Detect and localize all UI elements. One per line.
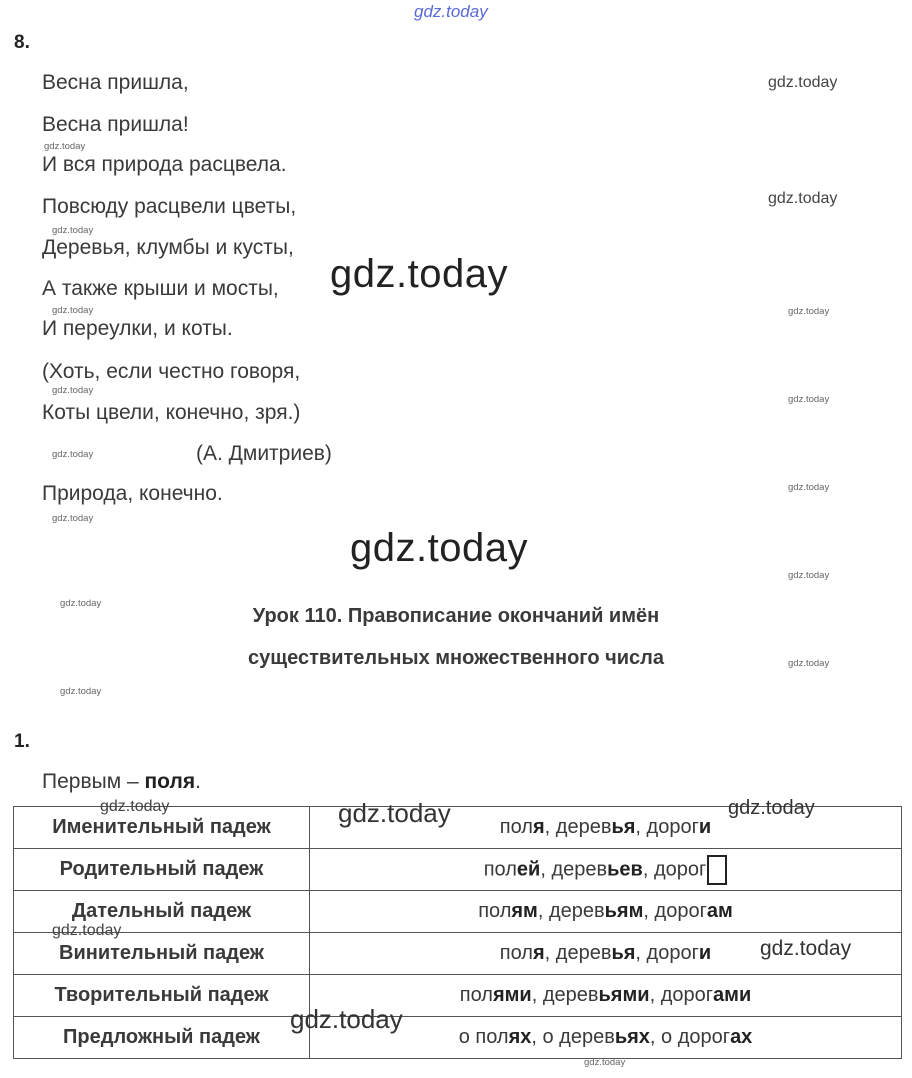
table-row [14,891,902,933]
watermark: gdz.today [338,798,451,828]
case-forms: полей, деревьев, дорог [310,849,902,891]
poem-line: Весна пришла! [42,113,189,136]
watermark: gdz.today [52,449,94,460]
poem-author: (А. Дмитриев) [196,442,332,465]
watermark-large: gdz.today [330,252,508,296]
case-forms: полям, деревьям, дорогам [310,891,902,933]
table-row [14,975,902,1017]
watermark: gdz.today [52,922,122,939]
poem-line: А также крыши и мосты, [42,277,279,300]
watermark: gdz.today [728,797,815,819]
watermark: gdz.today [60,686,102,697]
table-row [14,1017,902,1059]
watermark: gdz.today [52,385,94,396]
watermark: gdz.today [788,658,830,669]
case-name: Дательный падеж [14,891,310,933]
watermark: gdz.today [788,482,830,493]
poem-line: Повсюду расцвели цветы, [42,195,297,218]
case-forms: полями, деревьями, дорогами [310,975,902,1017]
watermark-top: gdz.today [414,2,488,21]
poem-line: И вся природа расцвела. [42,153,287,176]
watermark: gdz.today [52,225,94,236]
watermark: gdz.today [788,570,830,581]
poem-line: Деревья, клумбы и кусты, [42,236,294,259]
poem-line: Коты цвели, конечно, зря.) [42,401,301,424]
table-row [14,849,902,891]
declension-table [13,806,902,1059]
watermark: gdz.today [760,937,852,960]
watermark: gdz.today [60,598,102,609]
watermark: gdz.today [788,306,830,317]
watermark: gdz.today [768,74,838,91]
lesson-title-line2: существительных множественного числа [248,647,664,669]
watermark: gdz.today [290,1004,403,1034]
case-name: Именительный падеж [14,807,310,849]
empty-ending-box [707,855,727,885]
poem-line: Весна пришла, [42,71,189,94]
exercise-8-answer: Природа, конечно. [42,482,223,505]
watermark: gdz.today [52,513,94,524]
watermark: gdz.today [44,141,86,152]
poem-line: И переулки, и коты. [42,317,233,340]
case-forms: поля, деревья, дороги [310,933,902,975]
case-forms: поля, деревья, дороги [310,807,902,849]
watermark: gdz.today [768,190,838,207]
lesson-title-line1: Урок 110. Правописание окончаний имён [252,605,660,627]
watermark: gdz.today [584,1057,626,1068]
watermark: gdz.today [100,798,170,815]
exercise-8-number: 8. [14,32,30,53]
case-name: Творительный падеж [14,975,310,1017]
watermark: gdz.today [52,305,94,316]
case-forms: о полях, о деревьях, о дорогах [310,1017,902,1059]
watermark-large: gdz.today [350,526,528,570]
poem-line: (Хоть, если честно говоря, [42,360,301,383]
case-name: Винительный падеж [14,933,310,975]
watermark: gdz.today [788,394,830,405]
case-name: Родительный падеж [14,849,310,891]
exercise-1-intro: Первым – поля. [42,770,201,793]
case-name: Предложный падеж [14,1017,310,1059]
exercise-1-number: 1. [14,731,30,752]
